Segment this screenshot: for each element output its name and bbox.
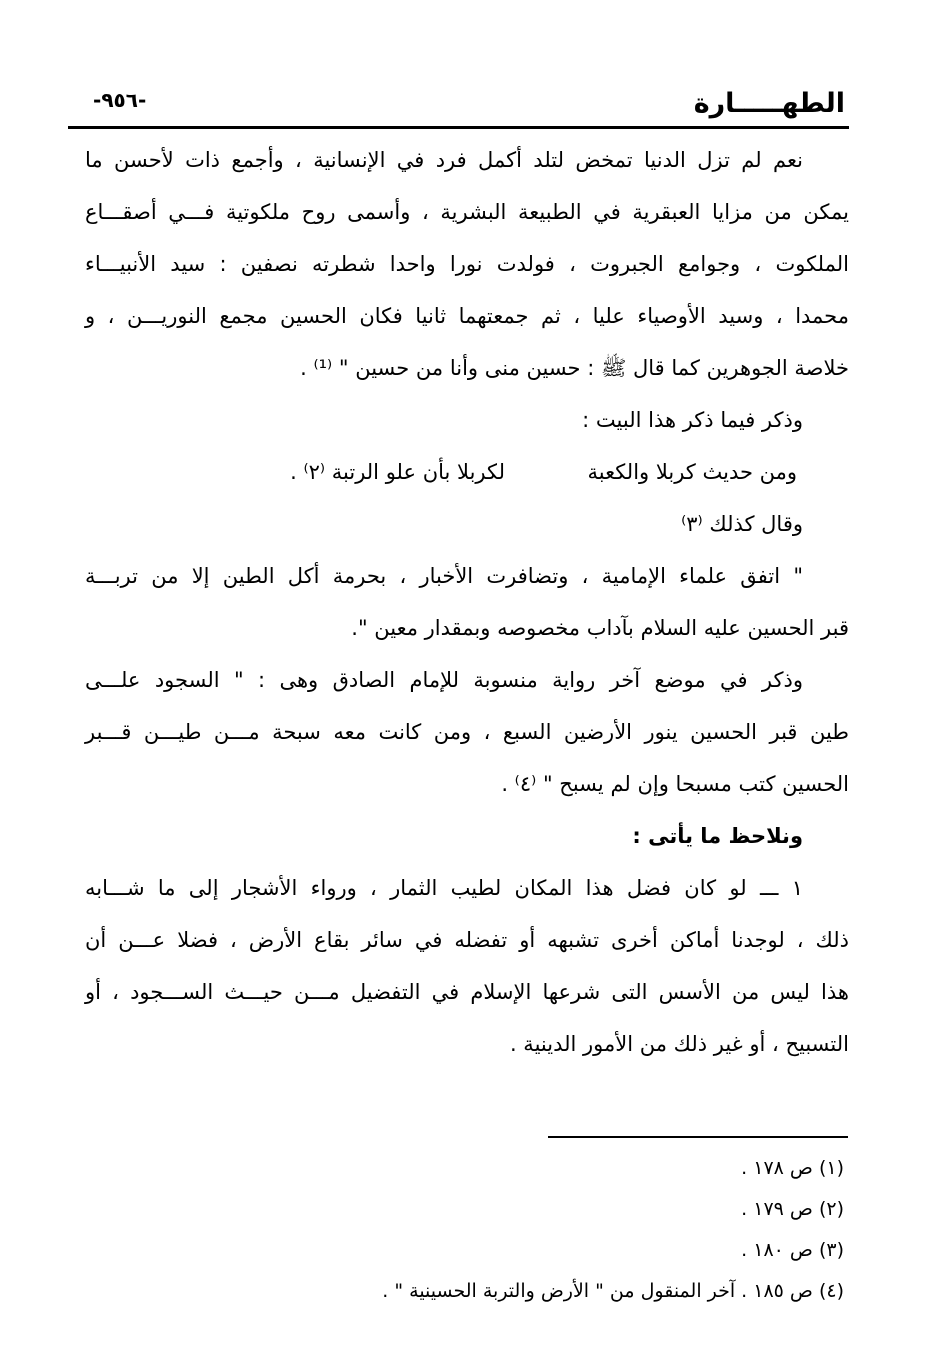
text-line: محمدا ، وسيد الأوصياء عليا ، ثم جمعتهما ثانيا فكان الحسين مجمع النوريـــن ، و xyxy=(85,304,849,328)
text-line: التسبيح ، أو غير ذلك من الأمور الدينية . xyxy=(509,1032,849,1056)
text-line: " اتفق علماء الإمامية ، وتضافرت الأخبار ، بحرمة أكل الطين إلا من تربـــة xyxy=(85,564,803,588)
footnote: (٤) ص ١٨٥ . آخر المنقول من " الأرض والتربة الحسينية " . xyxy=(382,1280,844,1302)
text-line: ذلك ، لوجدنا أماكن أخرى تشبهه أو تفضله في سائر بقاع الأرض ، فضلا عـــن أن xyxy=(85,928,849,952)
footnotes xyxy=(244,1148,844,1312)
text-line: وقال كذلك ⁽٣⁾ xyxy=(681,512,803,536)
text-line: قبر الحسين عليه السلام بآداب مخصوصه وبمقدار معين ". xyxy=(351,616,849,640)
footnote: (١) ص ١٧٨ . xyxy=(741,1157,844,1179)
footnote: (٢) ص ١٧٩ . xyxy=(741,1198,844,1220)
page-number: -٩٥٦- xyxy=(93,88,147,112)
page-header xyxy=(75,82,847,128)
text-line: وذكر في موضع آخر رواية منسوبة للإمام الصادق وهى : " السجود علـــى xyxy=(85,668,803,692)
footnote: (٣) ص ١٨٠ . xyxy=(741,1239,844,1261)
text-line: نعم لم تزل الدنيا تمخض لتلد أكمل فرد في الإنسانية ، وأجمع ذات لأحسن ما xyxy=(85,148,803,172)
text-line: هذا ليس من الأسس التى شرعها الإسلام في التفضيل مـــن حيـــث الســـجود ، أو xyxy=(85,980,849,1004)
verse-first-hemistich: ومن حديث كربلا والكعبة xyxy=(587,460,797,484)
header-divider xyxy=(68,126,849,129)
text-line: الحسين كتب مسبحا وإن لم يسبح " ⁽٤⁾ . xyxy=(501,772,849,796)
footnote-divider xyxy=(548,1136,848,1138)
poetry-verse xyxy=(85,446,849,498)
running-title: الطهـــــارة xyxy=(693,88,845,119)
text-line: الملكوت ، وجوامع الجبروت ، فولدت نورا واحدا شطرته نصفين : سيد الأنبيـــاء xyxy=(85,252,849,276)
text-line: يمكن من مزايا العبقرية في الطبيعة البشرية ، وأسمى روح ملكوتية فـــي أصقـــاع xyxy=(85,200,849,224)
text-line: طين قبر الحسين ينور الأرضين السبع ، ومن كانت معه سبحة مـــن طيـــن قـــبر xyxy=(85,720,849,744)
text-line: ١ ـــ لو كان فضل هذا المكان لطيب الثمار ، ورواء الأشجار إلى ما شـــابه xyxy=(85,876,803,900)
section-heading: ونلاحظ ما يأتى : xyxy=(632,824,803,848)
verse-second-hemistich: لكربلا بأن علو الرتبة ⁽٢⁾ . xyxy=(290,460,505,484)
body-text xyxy=(85,134,849,1070)
text-line: خلاصة الجوهرين كما قال ﷺ : حسين منى وأنا من حسين " ⁽¹⁾ . xyxy=(300,356,849,380)
text-line: وذكر فيما ذكر هذا البيت : xyxy=(582,408,803,432)
